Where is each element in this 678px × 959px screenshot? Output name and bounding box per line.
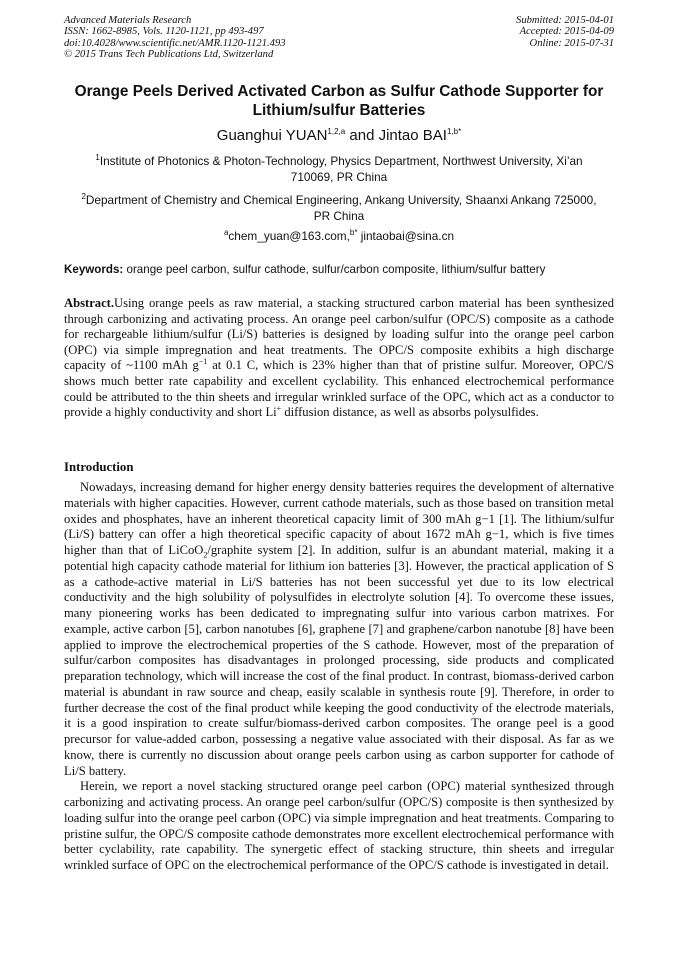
title-line-1: Orange Peels Derived Activated Carbon as Sulfur Cathode Supporter for (74, 83, 604, 100)
author-emails (40, 229, 638, 244)
author-conjunction: and (345, 127, 379, 144)
keywords-text: orange peel carbon, sulfur cathode, sulfur/carbon composite, lithium/sulfur battery (123, 263, 546, 276)
keywords-label: Keywords: (64, 263, 124, 276)
keywords-line (64, 262, 624, 277)
title-line-2: Lithium/sulfur Batteries (252, 102, 426, 119)
email-a-link[interactable]: chem_yuan@163.com, (228, 229, 350, 243)
accepted-date: Accepted: 2015-04-09 (519, 26, 614, 38)
abstract-label: Abstract. (64, 296, 115, 310)
abstract-sup-1: −1 (198, 357, 208, 367)
abstract-text-2: at 0.1 C, which is 23% higher than that of pristine sulfur. Moreover, OPC/S shows much better rate capability and excellent cyclability. This enhanced electrochemical performance could be attributed to the thin sheets and irregular wrinkled surface of the OPC, which act as a conductor to provide a highly conductivity and short Li (64, 358, 614, 420)
author-list (40, 127, 638, 145)
author-1-affil: 1,2,a (327, 127, 346, 136)
submitted-date: Submitted: 2015-04-01 (516, 15, 614, 26)
journal-header-right (384, 15, 614, 49)
abstract-text-3: diffusion distance, as well as absorbs polysulfides. (281, 405, 539, 420)
abstract-text-1: Using orange peels as raw material, a stacking structured carbon material has been synthesized through carbonizing and activating process. An orange peel carbon/sulfur (OPC/S) composite as a cathode for rechargeable lithium/sulfur (Li/S) batteries is designed by loading sulfur into the orange peel carbon (OPC) via simple impregnation and heat treatments. The OPC/S composite exhibits a high discharge capacity of ~1100 mAh g (64, 296, 614, 373)
affiliation-2-line-1: Department of Chemistry and Chemical Engineering, Ankang University, Shaanxi Ankang 725000, (85, 193, 597, 207)
affiliation-1 (56, 154, 622, 185)
intro-p1-subscript: 2 (203, 550, 208, 560)
journal-name: Advanced Materials Research (64, 15, 192, 26)
intro-p1-text-a: Nowadays, increasing demand for higher energy density batteries requires the development of alternative materials with higher capacities. However, current cathode materials, such as those based on transition metal oxides and phosphates, have an inherent theoretical capacity limit of 300 mAh g−1 [1]. The lithium/sulfur (Li/S) battery can offer a high theoretical specific capacity of about 1672 mAh g−1, which is five times higher than that of LiCoO (64, 480, 614, 557)
author-1: Guanghui YUAN (216, 127, 328, 144)
author-2-affil: 1,b* (446, 127, 462, 136)
affiliation-1-line-2: 710069, PR China (290, 169, 388, 184)
intro-paragraph-2: Herein, we report a novel stacking structured orange peel carbon (OPC) material synthesized through carbonizing and activating process. An orange peel carbon/sulfur (OPC/S) composite is then synthesized by loading sulfur into the orange peel carbon (OPC) via simple impregnation and heat treatments. Comparing to pristine sulfur, the OPC/S composite cathode demonstrates more excellent electrochemical performance with better cyclability, rate capability. The synergetic effect of stacking structure, thin sheets and irregular wrinkled surface of OPC on the electrochemical performance of the OPC/S cathode is investigated in detail. (64, 779, 614, 872)
online-date: Online: 2015-07-31 (529, 37, 614, 49)
journal-header-left (64, 15, 394, 60)
issn-line: ISSN: 1662-8985, Vols. 1120-1121, pp 493-497 (64, 26, 264, 38)
email-b-link[interactable]: jintaobai@sina.cn (357, 229, 455, 243)
copyright-line: © 2015 Trans Tech Publications Ltd, Switzerland (64, 48, 274, 60)
email-a-marker: a (223, 228, 229, 238)
affiliation-2-line-2: PR China (313, 208, 365, 223)
introduction-body (64, 480, 614, 874)
affiliation-2-marker: 2 (81, 192, 86, 202)
affiliation-2 (56, 193, 622, 224)
intro-paragraph-1 (64, 480, 614, 779)
author-2: Jintao BAI (378, 127, 447, 144)
paper-title (40, 82, 638, 120)
email-b-marker: b* (349, 228, 358, 238)
affiliation-1-line-1: Institute of Photonics & Photon-Technology, Physics Department, Northwest University, Xi’an (99, 154, 583, 168)
intro-p1-text-b: /graphite system [2]. In addition, sulfur is an abundant material, making it a potential high capacity cathode material for lithium ion batteries [3]. However, the practical application of S as a cathode-active material in Li/S batteries has not been successful yet due to its low electrical conductivity and the high solubility of polysulfides in electrolyte solution [4]. To overcome these issues, many pioneering works has been dedicated to impregnating sulfur into various carbon matrixes. For example, active carbon [5], carbon nanotubes [6], graphene [7] and graphene/carbon nanotube [8] have been applied to improve the electrochemical properties of the S cathode. However, most of the preparation of sulfur/carbon composites has disadvantages in prolonged processing, side products and complicated preparation technology, which will increase the cost of the final product. In contrast, biomass-derived carbon material is abundant in raw source and cheap, easily scalable in synthesis route [9]. Therefore, in order to further decrease the cost of the final product while keeping the good conductivity of the electrode materials, it is a good inspiration to create sulfur/biomass-derived carbon composites. The orange peel is a good precursor for value-added carbon, possessing a negative value associated with their disposal. As far as we know, there is currently no discussion about orange peels carbon using as carbon supporter for cathode of Li/S battery. (64, 543, 614, 778)
affiliation-1-marker: 1 (95, 153, 100, 163)
section-heading-introduction: Introduction (64, 460, 134, 474)
abstract-sup-2: + (276, 403, 282, 413)
abstract-paragraph (64, 296, 614, 421)
doi-line: doi:10.4028/www.scientific.net/AMR.1120-1121.493 (64, 37, 286, 49)
